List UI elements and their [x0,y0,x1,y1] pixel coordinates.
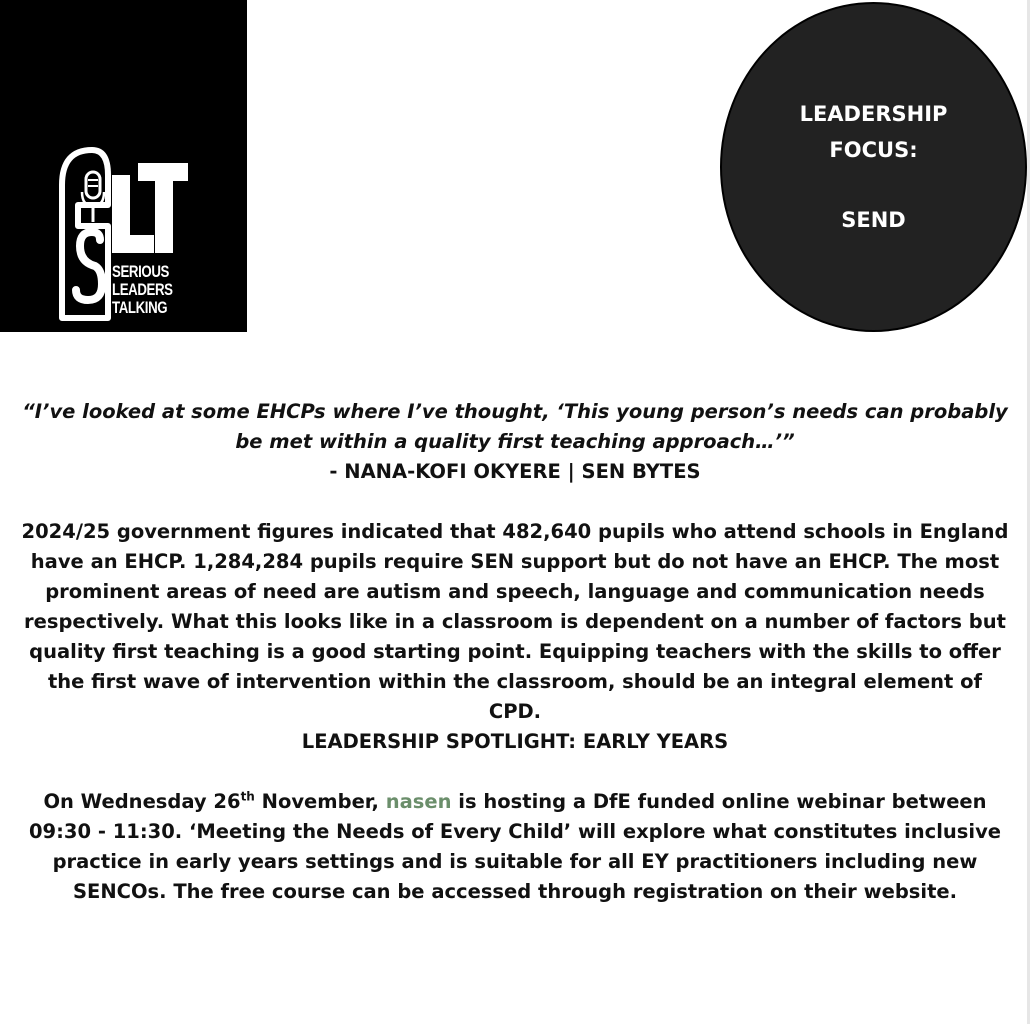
logo-line-leaders: LEADERS [112,280,173,299]
logo-line-talking: TALKING [112,298,168,317]
spotlight-line-1 [20,787,1010,817]
quote-line-2: be met within a quality first teaching approach…’” [235,430,795,453]
body-line-6: the first wave of intervention within the classroom, should be an integral element of CPD. [47,670,983,723]
quote-line-1: “I’ve looked at some EHCPs where I’ve thought, ‘This young person’s needs can probably [22,400,1008,423]
spotlight-line-3: practice in early years settings and is suitable for all EY practitioners including new [52,850,978,873]
nasen-link[interactable]: nasen [385,790,452,813]
body-line-3: prominent areas of need are autism and speech, language and communication needs [45,580,985,603]
spotlight-line-2: 09:30 - 11:30. ‘Meeting the Needs of Every Child’ will explore what constitutes inclusive [28,820,1002,843]
spotlight-line-4: SENCOs. The free course can be accessed through registration on their website. [72,880,958,903]
body-line-4: respectively. What this looks like in a classroom is dependent on a number of factors but [24,610,1006,633]
spotlight-month-text: November, [254,790,386,813]
body-line-5: quality first teaching is a good starting point. Equipping teachers with the skills to offer [29,640,1001,663]
leadership-focus-badge [720,2,1027,332]
date-ordinal: th [240,789,255,804]
badge-line-3: SEND [841,208,906,232]
logo-line-serious: SERIOUS [112,262,169,281]
body-line-1: 2024/25 government figures indicated that 482,640 pupils who attend schools in England [21,520,1009,543]
badge-line-1: LEADERSHIP [799,102,948,126]
quote-attribution: - NANA-KOFI OKYERE | SEN BYTES [329,460,701,483]
badge-line-2: FOCUS: [829,138,918,162]
spotlight-date-text: On Wednesday 26 [43,790,241,813]
slt-logo [0,0,247,332]
spotlight-heading: LEADERSHIP SPOTLIGHT: EARLY YEARS [301,730,729,753]
body-line-2: have an EHCP. 1,284,284 pupils require SEN support but do not have an EHCP. The most [30,550,1000,573]
spotlight-webinar-text: is hosting a DfE funded online webinar between [451,790,987,813]
